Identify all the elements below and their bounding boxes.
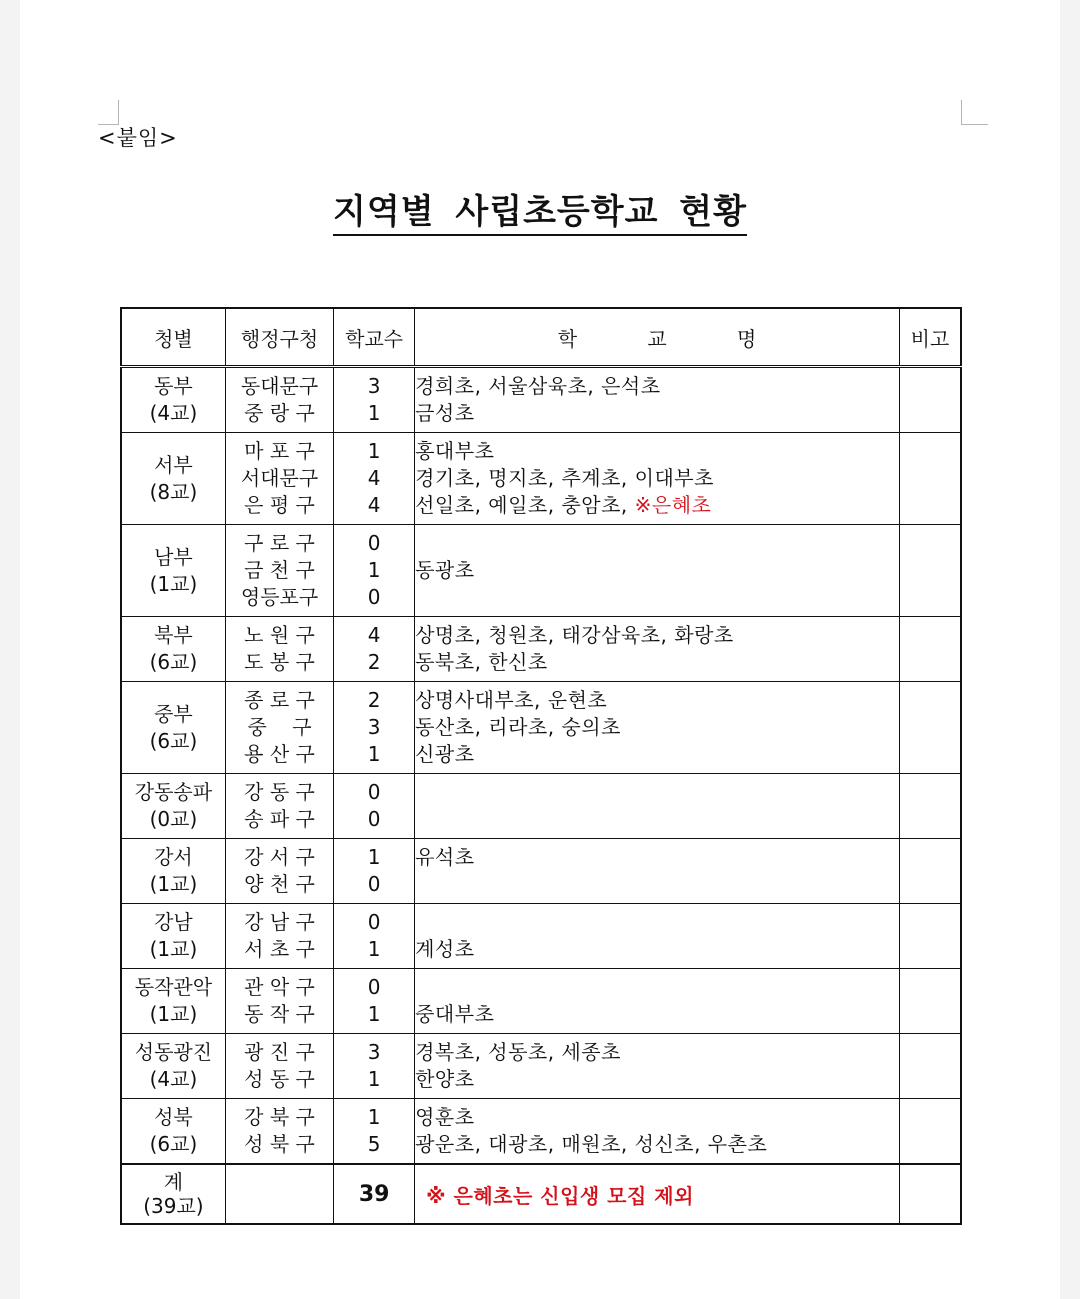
school-list	[415, 687, 899, 714]
school-names: 상명사대부초, 운현초	[415, 688, 608, 712]
total-count: 39	[334, 1164, 415, 1224]
school-count: 0	[367, 807, 381, 831]
school-count: 1	[367, 845, 381, 869]
total-note: ※ 은혜초는 신입생 모집 제외	[415, 1164, 900, 1224]
school-count: 0	[367, 780, 381, 804]
district-name: 구 로 구	[244, 531, 315, 555]
district-name: 은 평 구	[244, 493, 315, 517]
excluded-school: ※은혜초	[634, 493, 712, 517]
district-cell	[225, 839, 333, 904]
margin-corner-mark	[961, 100, 988, 125]
office-name: 남부	[154, 544, 193, 569]
office-total: (6교)	[149, 650, 198, 674]
school-count: 2	[367, 688, 381, 712]
school-count: 0	[367, 975, 381, 999]
count-cell	[334, 617, 415, 682]
school-list	[415, 844, 899, 871]
district-name: 도 봉 구	[244, 650, 315, 674]
district-name: 중 랑 구	[244, 401, 315, 425]
district-name: 광 진 구	[244, 1040, 315, 1064]
remark-cell	[899, 839, 961, 904]
remark-cell	[899, 525, 961, 617]
school-list	[415, 974, 899, 1001]
school-count: 3	[367, 374, 381, 398]
school-status-table	[120, 307, 962, 1225]
school-list	[415, 1131, 899, 1158]
office-name: 북부	[154, 623, 193, 647]
school-list	[415, 373, 899, 400]
district-cell	[225, 774, 333, 839]
remark-cell	[899, 682, 961, 774]
remark-cell	[899, 367, 961, 433]
page-title-text: 지역별 사립초등학교 현황	[333, 192, 747, 236]
school-list	[415, 492, 899, 519]
district-name: 동 작 구	[244, 1002, 315, 1026]
schools-cell	[415, 774, 900, 839]
count-cell	[334, 682, 415, 774]
school-count: 5	[367, 1132, 381, 1156]
school-count: 3	[367, 715, 381, 739]
school-list	[415, 741, 899, 768]
school-count: 2	[367, 650, 381, 674]
total-sub: (39교)	[143, 1194, 204, 1218]
school-count: 1	[367, 439, 381, 463]
district-name: 양 천 구	[244, 872, 315, 896]
school-count: 4	[367, 466, 381, 490]
office-name: 강동송파	[134, 780, 213, 804]
school-list	[415, 909, 899, 936]
schools-cell	[415, 617, 900, 682]
school-list	[415, 1066, 899, 1093]
district-name: 용 산 구	[244, 742, 315, 766]
office-cell	[121, 1099, 225, 1165]
count-cell	[334, 433, 415, 525]
schools-cell	[415, 525, 900, 617]
school-names: 광운초, 대광초, 매원초, 성신초, 우촌초	[415, 1132, 768, 1156]
remark-cell	[899, 617, 961, 682]
office-name: 동작관악	[134, 975, 213, 999]
school-list	[415, 438, 899, 465]
district-name: 마 포 구	[244, 439, 315, 463]
schools-cell	[415, 1034, 900, 1099]
school-list	[415, 530, 899, 557]
office-cell	[121, 367, 225, 433]
office-name: 서부	[154, 452, 193, 477]
school-list	[415, 622, 899, 649]
school-names: 동산초, 리라초, 숭의초	[415, 715, 621, 739]
office-name: 성북	[154, 1105, 193, 1129]
school-count: 1	[367, 1067, 381, 1091]
header-remark: 비고	[899, 308, 961, 367]
school-names: 홍대부초	[415, 439, 495, 463]
school-count: 0	[367, 531, 381, 555]
office-cell	[121, 525, 225, 617]
district-name: 영등포구	[240, 585, 319, 609]
district-name: 강 북 구	[244, 1105, 315, 1129]
district-name: 강 동 구	[244, 780, 315, 804]
school-count: 0	[367, 585, 381, 609]
office-name: 동부	[154, 374, 193, 398]
schools-cell	[415, 969, 900, 1034]
school-list	[415, 806, 899, 833]
schools-cell	[415, 904, 900, 969]
count-cell	[334, 1034, 415, 1099]
office-total: (1교)	[149, 571, 198, 596]
office-total: (0교)	[149, 807, 198, 831]
school-list	[415, 1104, 899, 1131]
district-cell	[225, 1099, 333, 1165]
header-count: 학교수	[334, 308, 415, 367]
school-list	[415, 1001, 899, 1028]
office-name: 강서	[154, 845, 193, 869]
district-cell	[225, 525, 333, 617]
district-name: 중 구	[247, 715, 312, 739]
school-names: 경복초, 성동초, 세종초	[415, 1040, 621, 1064]
school-names: 경기초, 명지초, 추계초, 이대부초	[415, 466, 714, 490]
table-row	[121, 367, 961, 433]
school-count: 0	[367, 910, 381, 934]
school-names: 경희초, 서울삼육초, 은석초	[415, 374, 661, 398]
school-list	[415, 649, 899, 676]
table-row	[121, 525, 961, 617]
school-list	[415, 465, 899, 492]
district-cell	[225, 367, 333, 433]
school-count: 1	[367, 1002, 381, 1026]
office-cell	[121, 682, 225, 774]
school-names: 영훈초	[415, 1105, 475, 1129]
district-name: 서대문구	[240, 466, 319, 490]
school-list	[415, 557, 899, 584]
office-total: (1교)	[149, 937, 198, 961]
school-list	[415, 400, 899, 427]
remark-cell	[899, 1034, 961, 1099]
table-header-row	[121, 308, 961, 367]
office-total: (6교)	[149, 1132, 198, 1156]
district-name: 금 천 구	[244, 558, 315, 582]
count-cell	[334, 1099, 415, 1165]
district-name: 성 동 구	[244, 1067, 315, 1091]
table-row	[121, 682, 961, 774]
schools-cell	[415, 367, 900, 433]
district-name: 서 초 구	[244, 937, 315, 961]
school-count: 1	[367, 558, 381, 582]
school-names: 금성초	[415, 401, 475, 425]
school-names: 선일초, 예일초, 충암초,	[415, 493, 628, 517]
school-names: 상명초, 청원초, 태강삼육초, 화랑초	[415, 623, 734, 647]
count-cell	[334, 525, 415, 617]
school-names: 한양초	[415, 1067, 475, 1091]
count-cell	[334, 839, 415, 904]
office-name: 중부	[154, 701, 193, 726]
school-names: 동광초	[415, 558, 475, 582]
district-cell	[225, 1034, 333, 1099]
office-total: (6교)	[149, 728, 198, 753]
header-schools: 학 교 명	[415, 308, 900, 367]
table-row	[121, 839, 961, 904]
total-label-cell	[121, 1164, 225, 1224]
district-cell	[225, 682, 333, 774]
district-name: 성 북 구	[244, 1132, 315, 1156]
school-list	[415, 584, 899, 611]
district-name: 관 악 구	[244, 975, 315, 999]
district-name: 강 서 구	[244, 845, 315, 869]
total-remark-cell	[899, 1164, 961, 1224]
school-names: 유석초	[415, 845, 475, 869]
office-cell	[121, 774, 225, 839]
table-row	[121, 1099, 961, 1165]
school-names: 중대부초	[415, 1002, 495, 1026]
count-cell	[334, 774, 415, 839]
district-name: 노 원 구	[244, 623, 315, 647]
header-office: 청별	[121, 308, 225, 367]
attachment-label: <붙임>	[98, 126, 178, 150]
office-cell	[121, 617, 225, 682]
office-cell	[121, 969, 225, 1034]
school-list	[415, 1039, 899, 1066]
school-count: 4	[367, 623, 381, 647]
district-name: 종 로 구	[244, 688, 315, 712]
office-name: 강남	[154, 910, 193, 934]
total-label: 계	[163, 1170, 184, 1194]
district-cell	[225, 969, 333, 1034]
remark-cell	[899, 904, 961, 969]
school-names: 동북초, 한신초	[415, 650, 548, 674]
office-cell	[121, 433, 225, 525]
school-count: 1	[367, 937, 381, 961]
office-cell	[121, 839, 225, 904]
office-total: (8교)	[149, 479, 198, 504]
table-row	[121, 774, 961, 839]
district-cell	[225, 617, 333, 682]
total-district-cell	[225, 1164, 333, 1224]
school-list	[415, 936, 899, 963]
schools-cell	[415, 1099, 900, 1165]
office-total: (1교)	[149, 872, 198, 896]
table-row	[121, 904, 961, 969]
remark-cell	[899, 774, 961, 839]
remark-cell	[899, 433, 961, 525]
page-title	[0, 184, 1080, 233]
total-row	[121, 1164, 961, 1224]
district-cell	[225, 433, 333, 525]
school-count: 4	[367, 493, 381, 517]
office-name: 성동광진	[134, 1040, 213, 1064]
school-list	[415, 714, 899, 741]
count-cell	[334, 969, 415, 1034]
district-name: 송 파 구	[244, 807, 315, 831]
table-row	[121, 969, 961, 1034]
school-count: 1	[367, 742, 381, 766]
table-row	[121, 433, 961, 525]
district-name: 강 남 구	[244, 910, 315, 934]
office-cell	[121, 1034, 225, 1099]
district-name: 동대문구	[240, 374, 319, 398]
office-cell	[121, 904, 225, 969]
school-count: 1	[367, 401, 381, 425]
school-count: 1	[367, 1105, 381, 1129]
count-cell	[334, 367, 415, 433]
district-cell	[225, 904, 333, 969]
school-count: 3	[367, 1040, 381, 1064]
schools-cell	[415, 839, 900, 904]
school-names: 계성초	[415, 937, 475, 961]
school-list	[415, 871, 899, 898]
schools-cell	[415, 682, 900, 774]
remark-cell	[899, 1099, 961, 1165]
school-names: 신광초	[415, 742, 475, 766]
school-list	[415, 779, 899, 806]
table-row	[121, 1034, 961, 1099]
office-total: (1교)	[149, 1002, 198, 1026]
header-district: 행정구청	[225, 308, 333, 367]
count-cell	[334, 904, 415, 969]
remark-cell	[899, 969, 961, 1034]
office-total: (4교)	[149, 401, 198, 425]
schools-cell	[415, 433, 900, 525]
office-total: (4교)	[149, 1067, 198, 1091]
school-count: 0	[367, 872, 381, 896]
table-row	[121, 617, 961, 682]
